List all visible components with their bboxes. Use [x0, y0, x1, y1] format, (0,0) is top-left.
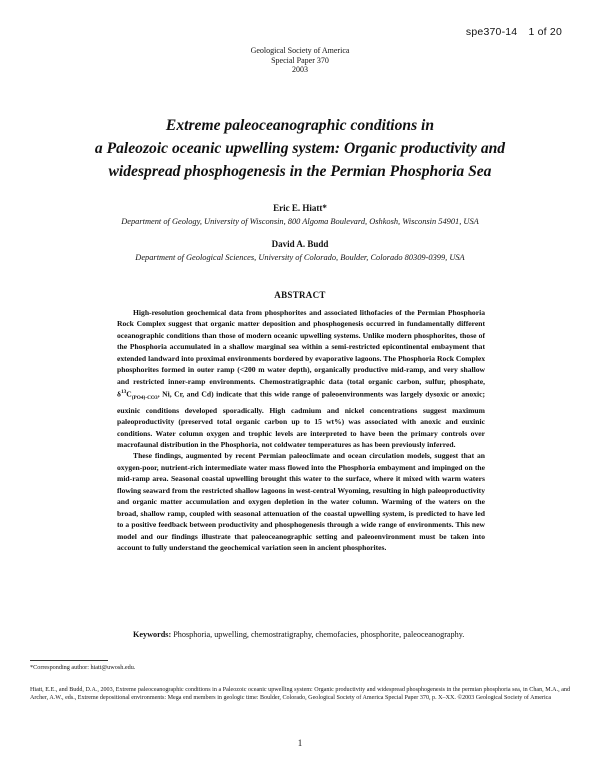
abstract-paragraph: These findings, augmented by recent Permian paleoclimate and ocean circulation models, suggest that an oxygen-poor, nutrient-rich intermediate water mass flowed into the Phosphoria embayment and impinged on the mid-ramp area. Seasonal coastal upwelling brought this water to the surface, where it mixed with warm waters flowing seaward from the restricted shallow lagoons in west-central Wyoming, resulting in high paleoproductivity and organic matter accumulation and oxygen depletion in the water column. Warming of the waters on the broad, shallow ramp, coupled with seasonal attenuation of the coastal upwelling system, is predicted to have led to a positive feedback between productivity and phosphogenesis through a wide range of environments. This new model and our findings illustrate that paleoceanographic setting and paleoenvironment must be taken into account to fully understand the geochemical variation seen in ancient phosphorites. — [117, 451, 485, 553]
footnote-divider — [30, 660, 108, 661]
author-affiliation: Department of Geological Sciences, University of Colorado, Boulder, Colorado 80309-0399, USA — [135, 253, 465, 262]
publisher: Geological Society of America — [250, 46, 350, 55]
keywords-label: Keywords: — [133, 630, 172, 639]
citation: Hiatt, E.E., and Budd, D.A., 2003, Extreme paleoceanographic conditions in a Paleozoic oceanic upwelling system: Organic productivity and widespread phosphogenesis in the permian phosphoria sea, in Chan, M.A., and Archer, A.W., eds., Extreme depositional environments: Mega end members in geologic time: Boulder, Colorado, Geological Society of America Special Paper 370, p. X–XX. ©2003 Geological Society of America — [30, 687, 570, 702]
page-number: 1 — [297, 738, 303, 748]
series-info — [0, 46, 600, 75]
keywords — [117, 629, 485, 641]
keywords-text: Phosphoria, upwelling, chemostratigraphy, chemofacies, phosphorite, paleoceanography. — [173, 630, 465, 639]
series-name: Special Paper 370 — [271, 55, 329, 65]
title-line-2: a Paleozoic oceanic upwelling system: Organic productivity and — [94, 140, 506, 157]
author-affiliation: Department of Geology, University of Wisconsin, 800 Algoma Boulevard, Oshkosh, Wisconsin 54901, USA — [121, 217, 479, 226]
title-line-3: widespread phosphogenesis in the Permian Phosphoria Sea — [108, 163, 492, 180]
abstract-heading: ABSTRACT — [274, 290, 326, 300]
abstract-paragraph: High-resolution geochemical data from phosphorites and associated lithofacies of the Permian Phosphoria Rock Complex suggest that organic matter deposition and phosphogenesis occurred in fundamentally different oceanographic conditions than those of modern oceanic upwelling systems. Unlike modern phosphorites, those of the Phosphoria accumulated in a shallow marginal sea within a semi-restricted epicontinental embayment that extended landward into proximal environments bordered by evaporative lagoons. The Phosphoria Rock Complex phosphorites formed in outer ramp (<200 m water depth), organically productive mid-ramp, and very shallow and restricted inner-ramp environments. Chemostratigraphic data (total organic carbon, sulfur, phosphate, $\delta^{13}C_{(PO4)-CO3}$, Ni, Cr, and Cd) indicate that this wide range of paleoenvironments was largely dysoxic or anoxic; euxinic conditions developed sporadically. High cadmium and nickel concentrations suggest maximum paleoproductivity (preserved total organic carbon up to 15 wt%) was associated with anoxic and euxinic conditions. Water column oxygen and trophic levels are interpreted to have been the primary controls over macrofaunal distribution in the Phosphoria, not coldwater temperatures as has been previously inferred. — [117, 308, 485, 450]
footnote: *Corresponding author: hiatt@uwosh.edu. — [30, 664, 136, 671]
page-counter: 1 of 20 — [528, 26, 562, 38]
year: 2003 — [292, 65, 308, 74]
document-id: spe370-14 — [465, 26, 518, 38]
title-line-1: Extreme paleoceanographic conditions in — [165, 117, 435, 134]
running-head — [458, 26, 562, 38]
author-name: Eric E. Hiatt* — [273, 203, 327, 213]
author-name: David A. Budd — [271, 239, 329, 249]
paper-title — [40, 114, 560, 183]
abstract-body — [117, 307, 485, 554]
